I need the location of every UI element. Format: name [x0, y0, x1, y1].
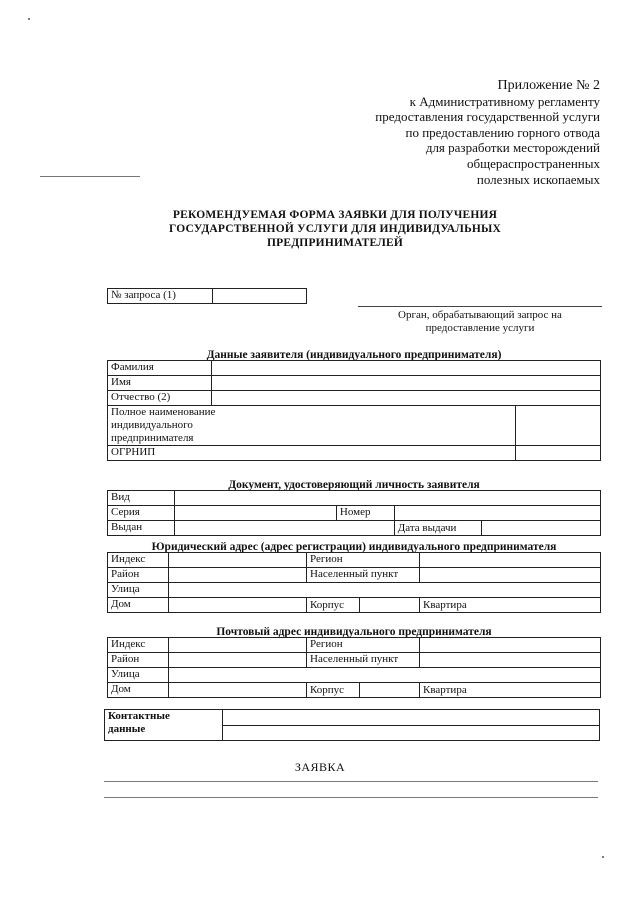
legal-locality-field[interactable]	[420, 568, 601, 583]
appendix-line: предоставления государственной услуги	[375, 109, 600, 125]
postal-index-label: Индекс	[108, 638, 169, 653]
name-label: Имя	[108, 376, 212, 391]
contacts-field-1[interactable]	[223, 710, 600, 726]
appendix-line: Приложение № 2	[497, 78, 600, 93]
legal-building-label: Корпус	[307, 598, 360, 613]
appendix-line: к Административному регламенту	[409, 93, 600, 109]
organ-signature-line[interactable]	[358, 306, 602, 307]
form-title	[150, 208, 520, 250]
legal-district-label: Район	[108, 568, 169, 583]
request-number-field[interactable]	[213, 289, 307, 304]
legal-building-field[interactable]	[360, 598, 420, 613]
doc-issue-date-field[interactable]	[481, 521, 600, 536]
scan-speck	[602, 856, 604, 858]
legal-apartment-label: Квартира	[423, 599, 467, 611]
postal-address-table	[107, 637, 601, 698]
doc-issue-date-label: Дата выдачи	[394, 521, 481, 536]
postal-district-field[interactable]	[169, 653, 307, 668]
fullname-label-line: индивидуального	[111, 419, 193, 431]
doc-issued-field[interactable]	[174, 521, 394, 536]
legal-locality-label: Населенный пункт	[307, 568, 420, 583]
document-table	[107, 490, 601, 536]
contacts-label	[105, 710, 223, 741]
appendix-header	[375, 78, 600, 187]
legal-apartment-cell	[420, 598, 601, 613]
scan-speck	[28, 18, 30, 20]
left-rule	[40, 176, 140, 177]
postal-apartment-label: Квартира	[423, 684, 467, 696]
surname-field[interactable]	[212, 361, 601, 376]
ogrnip-label: ОГРНИП	[108, 446, 516, 461]
legal-region-field[interactable]	[420, 553, 601, 568]
fullname-label-line: предпринимателя	[111, 432, 194, 444]
contacts-label-line: данные	[108, 723, 146, 735]
postal-region-label: Регион	[307, 638, 420, 653]
zayavka-text-line[interactable]	[104, 781, 598, 782]
legal-house-field[interactable]	[169, 598, 307, 613]
legal-street-label: Улица	[108, 583, 169, 598]
legal-index-field[interactable]	[169, 553, 307, 568]
name-field[interactable]	[212, 376, 601, 391]
doc-series-label: Серия	[108, 506, 175, 521]
postal-locality-field[interactable]	[420, 653, 601, 668]
postal-region-field[interactable]	[420, 638, 601, 653]
postal-locality-label: Населенный пункт	[307, 653, 420, 668]
postal-house-field[interactable]	[169, 683, 307, 698]
legal-address-section-title: Юридический адрес (адрес регистрации) индивидуального предпринимателя	[151, 541, 557, 553]
applicant-table	[107, 360, 601, 461]
ogrnip-field[interactable]	[515, 446, 600, 461]
zayavka-heading: ЗАЯВКА	[294, 760, 346, 774]
legal-district-field[interactable]	[169, 568, 307, 583]
form-title-line: ГОСУДАРСТВЕННОЙ УСЛУГИ ДЛЯ ИНДИВИДУАЛЬНЫХ	[168, 223, 502, 235]
organ-caption-line: предоставление услуги	[425, 322, 535, 334]
postal-index-field[interactable]	[169, 638, 307, 653]
legal-index-label: Индекс	[108, 553, 169, 568]
postal-apartment-cell	[420, 683, 601, 698]
contacts-field-2[interactable]	[223, 725, 600, 741]
form-title-line: РЕКОМЕНДУЕМАЯ ФОРМА ЗАЯВКИ ДЛЯ ПОЛУЧЕНИЯ	[172, 209, 498, 221]
request-number-box	[107, 288, 307, 304]
organ-caption	[360, 309, 600, 335]
fullname-label-line: Полное наименование	[111, 406, 216, 418]
postal-street-field[interactable]	[169, 668, 601, 683]
postal-building-label: Корпус	[307, 683, 360, 698]
zayavka-text-line[interactable]	[104, 797, 598, 798]
applicant-section-title: Данные заявителя (индивидуального предпринимателя)	[206, 349, 502, 361]
legal-house-label: Дом	[108, 598, 169, 613]
contacts-table	[104, 709, 600, 741]
appendix-line: по предоставлению горного отвода	[405, 124, 600, 140]
legal-region-label: Регион	[307, 553, 420, 568]
document-section-title: Документ, удостоверяющий личность заявителя	[228, 479, 480, 491]
postal-house-label: Дом	[108, 683, 169, 698]
postal-district-label: Район	[108, 653, 169, 668]
appendix-line: общераспространенных	[467, 155, 600, 171]
appendix-line: полезных ископаемых	[476, 171, 600, 187]
postal-building-field[interactable]	[360, 683, 420, 698]
request-number-label: № запроса (1)	[108, 289, 213, 304]
appendix-line: для разработки месторождений	[425, 140, 600, 156]
doc-type-label: Вид	[108, 491, 175, 506]
form-title-line: ПРЕДПРИНИМАТЕЛЕЙ	[266, 237, 404, 249]
doc-series-field[interactable]	[174, 506, 336, 521]
doc-issued-label: Выдан	[108, 521, 175, 536]
fullname-label	[108, 406, 516, 446]
postal-address-section-title: Почтовый адрес индивидуального предпринимателя	[216, 626, 492, 638]
organ-caption-line: Орган, обрабатывающий запрос на	[398, 309, 562, 321]
postal-street-label: Улица	[108, 668, 169, 683]
doc-number-label: Номер	[336, 506, 394, 521]
doc-number-field[interactable]	[394, 506, 600, 521]
surname-label: Фамилия	[108, 361, 212, 376]
doc-type-field[interactable]	[174, 491, 600, 506]
fullname-field[interactable]	[515, 406, 600, 446]
patronymic-label: Отчество (2)	[108, 391, 212, 406]
legal-street-field[interactable]	[169, 583, 601, 598]
contacts-label-line: Контактные	[108, 710, 170, 722]
legal-address-table	[107, 552, 601, 613]
patronymic-field[interactable]	[212, 391, 601, 406]
